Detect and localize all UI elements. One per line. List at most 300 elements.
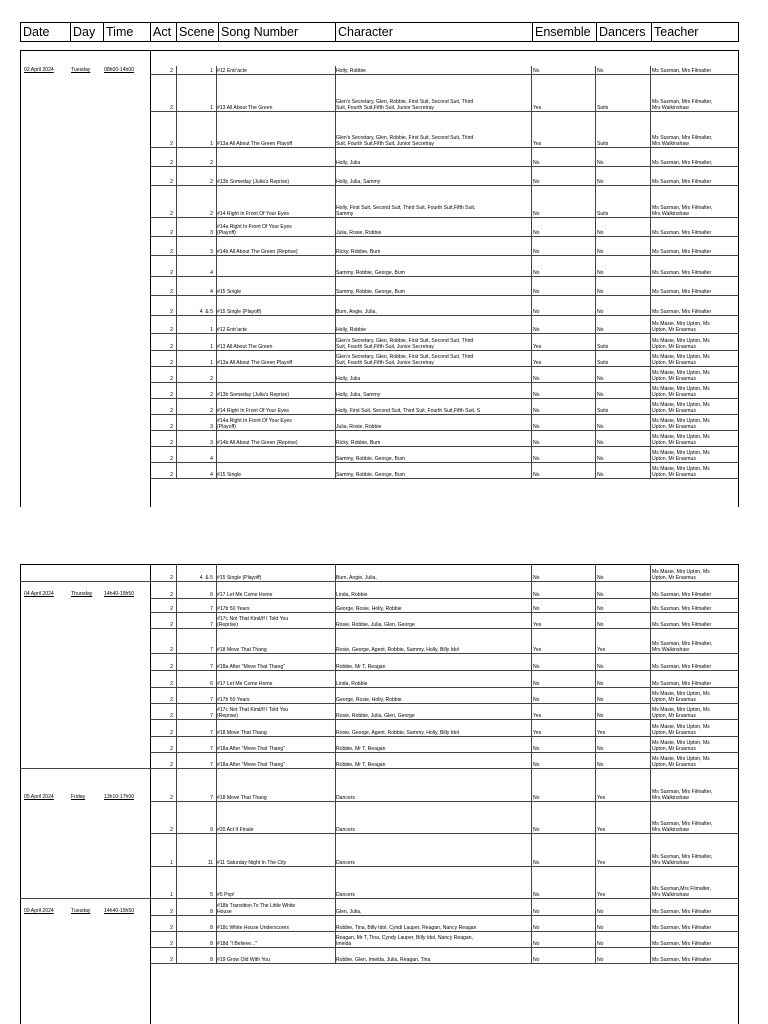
cell-scene: 4 xyxy=(210,270,213,276)
cell-song: #12 Entr'acte xyxy=(217,327,247,333)
cell-act: 2 xyxy=(170,762,173,768)
cell-ensemble: No xyxy=(533,575,540,581)
cell-scene: 7 xyxy=(210,746,213,752)
cell-ensemble: Yes xyxy=(533,647,542,653)
cell-song: #18 Move That Thang xyxy=(217,795,267,801)
cell-ensemble: Yes xyxy=(533,141,542,147)
cell-dancers: Yes xyxy=(597,730,606,736)
cell-act: 2 xyxy=(170,344,173,350)
cell-character: Robbie, Glen, Imelda, Julia, Reagan, Tina xyxy=(336,957,431,963)
session-date: 09 April 2024 xyxy=(24,908,54,914)
table-row xyxy=(20,277,739,296)
cell-song: #20 Act II Finale xyxy=(217,827,254,833)
cell-teacher: Ms Masie, Mrs Upton, Ms Upton, Mr Erasmus xyxy=(652,740,710,752)
cell-scene: 1 xyxy=(210,344,213,350)
cell-scene: 3 xyxy=(210,230,213,236)
cell-teacher: Ms Masie, Mrs Upton, Ms Upton, Mr Erasmus xyxy=(652,402,710,414)
cell-character: Holly, Julia xyxy=(336,376,361,382)
col-scene-header: Scene xyxy=(176,23,218,41)
cell-character: Robbie, Tina, Billy Idol, Cyndi Lauper, Reagan, Nancy Reagan xyxy=(336,925,477,931)
cell-teacher: Ms Susman, Mrs Filmalter xyxy=(652,592,712,598)
cell-teacher: Ms Susman, Mrs Filmalter xyxy=(652,179,712,185)
cell-dancers: No xyxy=(597,327,604,333)
cell-character: Glen's Secretary, Glen, Robbie, First Suit, Second Suit, Third Suit, Fourth Suit,Fifth Suit, Junior Secretray xyxy=(336,338,474,350)
cell-teacher: Ms Susman, Mrs Filmalter, Mrs Walkinshaw xyxy=(652,854,713,866)
col-ensemble-header: Ensemble xyxy=(532,23,596,41)
col-song-header: Song Number xyxy=(218,23,335,41)
cell-act: 2 xyxy=(170,440,173,446)
cell-ensemble: No xyxy=(533,309,540,315)
cell-act: 2 xyxy=(170,664,173,670)
table-row xyxy=(20,351,739,367)
table-row xyxy=(20,916,739,932)
cell-song: #13 All About The Green xyxy=(217,105,273,111)
session-day: Tuesday xyxy=(71,67,91,73)
cell-teacher: Ms Susman, Mrs Filmalter xyxy=(652,309,712,315)
cell-teacher: Ms Masie, Mrs Upton, Ms Upton, Mr Erasmus xyxy=(652,386,710,398)
cell-scene: 6 xyxy=(210,592,213,598)
col-act-header: Act xyxy=(150,23,176,41)
cell-character: Sammy, Robbie, George, Bum xyxy=(336,289,405,295)
cell-scene: 2 xyxy=(210,211,213,217)
table-row xyxy=(20,218,739,237)
session-time: 08h00-14h00 xyxy=(104,67,135,73)
table-row xyxy=(20,75,739,112)
cell-ensemble: No xyxy=(533,408,540,414)
cell-song: #18c White House Underscores xyxy=(217,925,289,931)
cell-ensemble: No xyxy=(533,892,540,898)
cell-character: Rosie, Robbie, Julia, Glen, George xyxy=(336,622,415,628)
cell-character: Rosie, George, Agent, Robbie, Sammy, Holly, Billy Idol xyxy=(336,730,459,736)
table-row xyxy=(20,737,739,753)
session-time: 14h40-15h50 xyxy=(104,908,135,914)
col-dancers-header: Dancers xyxy=(596,23,651,41)
cell-ensemble: No xyxy=(533,606,540,612)
cell-scene: 7 xyxy=(210,647,213,653)
schedule-block-page2 xyxy=(20,564,739,1024)
cell-act: 1 xyxy=(170,860,173,866)
cell-character: Glen's Secretary, Glen, Robbie, First Suit, Second Suit, Third Suit, Fourth Suit,Fifth Suit, Junior Secretray xyxy=(336,354,474,366)
cell-scene: 1 xyxy=(210,68,213,74)
cell-act: 2 xyxy=(170,472,173,478)
cell-song: #18a After "Move That Thang" xyxy=(217,762,285,768)
cell-character: Bum, Angie, Julia, xyxy=(336,575,377,581)
cell-ensemble: No xyxy=(533,392,540,398)
cell-dancers: Yes xyxy=(597,827,606,833)
cell-character: Linda, Robbie xyxy=(336,681,368,687)
table-row xyxy=(20,932,739,948)
cell-song: #17c Not That Kind/If I Told You (Reprise) xyxy=(217,616,289,628)
cell-scene: 2 xyxy=(210,179,213,185)
cell-teacher: Ms Susman, Mrs Filmalter xyxy=(652,606,712,612)
cell-ensemble: No xyxy=(533,179,540,185)
cell-dancers: No xyxy=(597,424,604,430)
cell-dancers: No xyxy=(597,575,604,581)
col-teacher-header: Teacher xyxy=(651,23,740,41)
cell-ensemble: Yes xyxy=(533,730,542,736)
cell-character: Glen's Secretary, Glen, Robbie, First Suit, Second Suit, Third Suit, Fourth Suit,Fifth Suit, Junior Secretray xyxy=(336,99,474,111)
cell-character: Sammy, Robbie, George, Bum xyxy=(336,456,405,462)
session-day: Friday xyxy=(71,794,86,800)
cell-character: Dancers xyxy=(336,860,355,866)
table-row xyxy=(20,629,739,654)
cell-act: 2 xyxy=(170,941,173,947)
cell-act: 2 xyxy=(170,392,173,398)
cell-act: 2 xyxy=(170,795,173,801)
cell-teacher: Ms Susman, Mrs Filmalter xyxy=(652,957,712,963)
cell-dancers: No xyxy=(597,606,604,612)
table-row xyxy=(20,599,739,613)
cell-dancers: No xyxy=(597,746,604,752)
cell-dancers: No xyxy=(597,376,604,382)
cell-character: Dancers xyxy=(336,827,355,833)
cell-scene: 2 xyxy=(210,408,213,414)
cell-act: 2 xyxy=(170,249,173,255)
cell-character: Ricky, Robbie, Bum xyxy=(336,440,381,446)
cell-dancers: No xyxy=(597,909,604,915)
cell-act: 2 xyxy=(170,730,173,736)
cell-dancers: No xyxy=(597,713,604,719)
cell-song: #13 All About The Green xyxy=(217,344,273,350)
cell-teacher: Ms Masie, Mrs Upton, Ms Upton, Mr Erasmus xyxy=(652,707,710,719)
cell-ensemble: No xyxy=(533,376,540,382)
cell-teacher: Ms Masie, Mrs Upton, Ms Upton, Mr Erasmus xyxy=(652,724,710,736)
cell-ensemble: No xyxy=(533,424,540,430)
col-date-header: Date xyxy=(23,25,50,39)
cell-song: #14 Right In Front Of Your Eyes xyxy=(217,408,289,414)
cell-act: 2 xyxy=(170,68,173,74)
cell-character: Bum, Angie, Julia, xyxy=(336,309,377,315)
cell-ensemble: No xyxy=(533,762,540,768)
cell-act: 2 xyxy=(170,606,173,612)
cell-song: #13b Someday (Julia's Reprise) xyxy=(217,179,290,185)
table-row xyxy=(20,671,739,688)
cell-dancers: No xyxy=(597,392,604,398)
cell-teacher: Ms Masie, Mrs Upton, Ms Upton, Mr Erasmus xyxy=(652,354,710,366)
cell-act: 2 xyxy=(170,160,173,166)
cell-dancers: No xyxy=(597,309,604,315)
cell-scene: 2 xyxy=(210,160,213,166)
cell-teacher: Ms Masie, Mrs Upton, Ms Upton, Mr Erasmus xyxy=(652,370,710,382)
table-row xyxy=(20,316,739,334)
cell-scene: 9 xyxy=(210,827,213,833)
cell-dancers: No xyxy=(597,472,604,478)
cell-ensemble: No xyxy=(533,909,540,915)
cell-act: 2 xyxy=(170,746,173,752)
cell-teacher: Ms Susman, Mrs Filmalter xyxy=(652,664,712,670)
table-row xyxy=(20,148,739,167)
cell-dancers: No xyxy=(597,664,604,670)
cell-scene: 3 xyxy=(210,440,213,446)
cell-song: #19 Grow Old With You xyxy=(217,957,270,963)
cell-act: 2 xyxy=(170,105,173,111)
table-row xyxy=(20,334,739,351)
table-row xyxy=(20,802,739,834)
table-row xyxy=(20,834,739,867)
cell-character: George, Rosie, Holly, Robbie xyxy=(336,606,402,612)
col-time-header: Time xyxy=(103,23,150,41)
cell-scene: 4 xyxy=(210,456,213,462)
cell-song: #18b Transition To The Little White House xyxy=(217,903,296,915)
cell-teacher: Ms Susman, Mrs Filmalter, Mrs Walkinshaw xyxy=(652,135,713,147)
cell-act: 2 xyxy=(170,713,173,719)
table-row xyxy=(20,431,739,447)
cell-ensemble: No xyxy=(533,249,540,255)
cell-teacher: Ms Masie, Mrs Upton, Ms Upton, Mr Erasmus xyxy=(652,569,710,581)
cell-teacher: Ms Susman, Mrs Filmalter xyxy=(652,68,712,74)
cell-character: George, Rosie, Holly, Robbie xyxy=(336,697,402,703)
cell-teacher: Ms Susman, Mrs Filmalter, xyxy=(652,160,713,166)
cell-teacher: Ms Masie, Mrs Upton, Ms Upton, Mr Erasmus xyxy=(652,450,710,462)
cell-dancers: No xyxy=(597,681,604,687)
cell-scene: 1 xyxy=(210,105,213,111)
cell-character: Reagan, Mr T, Tina, Cyndy Lauper, Billy Idol, Nancy Reagan, Imelda xyxy=(336,935,473,947)
cell-dancers: No xyxy=(597,925,604,931)
cell-ensemble: No xyxy=(533,664,540,670)
cell-act: 2 xyxy=(170,289,173,295)
cell-scene: 4 xyxy=(210,289,213,295)
table-row xyxy=(20,613,739,629)
cell-song: #15 Single xyxy=(217,472,242,478)
cell-dancers: No xyxy=(597,592,604,598)
cell-teacher: Ms Susman, Mrs Filmalter, Mrs Walkinshaw xyxy=(652,789,713,801)
cell-character: Glen's Secretary, Glen, Robbie, First Suit, Second Suit, Third Suit, Fourth Suit,Fifth Suit, Junior Secretray xyxy=(336,135,474,147)
cell-scene: 7 xyxy=(210,606,213,612)
cell-song: #18a After "Move That Thang" xyxy=(217,664,285,670)
cell-dancers: Yes xyxy=(597,860,606,866)
cell-scene: 1 xyxy=(210,141,213,147)
session-time: 13h10-17h00 xyxy=(104,794,135,800)
cell-dancers: Suits xyxy=(597,408,609,414)
cell-act: 2 xyxy=(170,376,173,382)
table-row xyxy=(20,383,739,399)
cell-act: 2 xyxy=(170,925,173,931)
table-row xyxy=(20,463,739,479)
table-row xyxy=(20,399,739,415)
cell-teacher: Ms Susman, Mrs Filmalter, Mrs Walkinshaw xyxy=(652,205,713,217)
cell-scene: 6 xyxy=(210,681,213,687)
cell-song: #14 Right In Front Of Your Eyes xyxy=(217,211,289,217)
cell-act: 2 xyxy=(170,957,173,963)
cell-ensemble: No xyxy=(533,957,540,963)
cell-scene: 2 xyxy=(210,376,213,382)
cell-ensemble: Yes xyxy=(533,713,542,719)
cell-character: Holly, Robbie xyxy=(336,327,366,333)
cell-ensemble: No xyxy=(533,941,540,947)
table-row xyxy=(20,367,739,383)
cell-character: Rosie, Robbie, Julia, Glen, George xyxy=(336,713,415,719)
cell-dancers: No xyxy=(597,179,604,185)
cell-dancers: No xyxy=(597,160,604,166)
cell-teacher: Ms Masie, Mrs Upton, Ms Upton, Mr Erasmus xyxy=(652,756,710,768)
cell-scene: 2 xyxy=(210,392,213,398)
cell-character: Linda, Robbie xyxy=(336,592,368,598)
cell-dancers: Yes xyxy=(597,795,606,801)
cell-act: 2 xyxy=(170,309,173,315)
cell-scene: 8 xyxy=(210,957,213,963)
cell-song: #17 Let Me Come Home xyxy=(217,592,273,598)
table-row xyxy=(20,753,739,769)
cell-scene: 7 xyxy=(210,713,213,719)
cell-act: 2 xyxy=(170,211,173,217)
cell-scene: 11 xyxy=(207,860,213,866)
cell-dancers: Suits xyxy=(597,211,609,217)
cell-character: Rosie, George, Agent, Robbie, Sammy, Holly, Billy Idol xyxy=(336,647,459,653)
cell-song: #17b 50 Years xyxy=(217,697,250,703)
cell-act: 2 xyxy=(170,909,173,915)
cell-song: #14a Right In Front Of Your Eyes (Playoff) xyxy=(217,418,292,430)
cell-act: 2 xyxy=(170,697,173,703)
cell-dancers: No xyxy=(597,440,604,446)
cell-scene: 1 xyxy=(210,327,213,333)
cell-scene: 8 xyxy=(210,925,213,931)
cell-dancers: No xyxy=(597,697,604,703)
cell-scene: 3 xyxy=(210,424,213,430)
cell-character: Holly, Julia, Sammy xyxy=(336,179,381,185)
cell-teacher: Ms Susman, Mrs Filmalter, Mrs Walkinshaw xyxy=(652,99,713,111)
cell-act: 2 xyxy=(170,230,173,236)
cell-act: 2 xyxy=(170,424,173,430)
col-day-header: Day xyxy=(70,23,103,41)
cell-act: 2 xyxy=(170,575,173,581)
cell-act: 2 xyxy=(170,179,173,185)
cell-ensemble: No xyxy=(533,746,540,752)
cell-teacher: Ms Masie, Mrs Upton, Ms Upton, Mr Erasmus xyxy=(652,321,710,333)
cell-song: #17c Not That Kind/If I Told You (Reprise) xyxy=(217,707,289,719)
cell-song: #14a Right In Front Of Your Eyes (Playoff) xyxy=(217,224,292,236)
cell-character: Holly, First Suit, Second Suit, Third Suit, Fourth Suit,Fifth Suit, Sammy xyxy=(336,205,476,217)
cell-teacher: Ms Susman, Mrs Filmalter xyxy=(652,681,712,687)
cell-ensemble: No xyxy=(533,827,540,833)
cell-song: #15 Single xyxy=(217,289,242,295)
cell-character: Robbie, Mr T, Reagan xyxy=(336,762,386,768)
cell-song: #14b All About The Green (Reprise) xyxy=(217,440,298,446)
cell-dancers: No xyxy=(597,456,604,462)
cell-song: #17 Let Me Come Home xyxy=(217,681,273,687)
table-row xyxy=(20,447,739,463)
cell-teacher: Ms Susman,Mrs Filmalter, Mrs Walkinshaw xyxy=(652,886,711,898)
cell-song: #15 Single (Playoff) xyxy=(217,309,262,315)
cell-act: 2 xyxy=(170,592,173,598)
cell-dancers: No xyxy=(597,270,604,276)
cell-scene: 8 xyxy=(210,941,213,947)
cell-act: 2 xyxy=(170,408,173,414)
cell-teacher: Ms Susman, Mrs Filmalter xyxy=(652,622,712,628)
cell-dancers: No xyxy=(597,622,604,628)
cell-scene: 7 xyxy=(210,622,213,628)
cell-scene: 7 xyxy=(210,762,213,768)
cell-teacher: Ms Masie, Mrs Upton, Ms Upton, Mr Erasmus xyxy=(652,338,710,350)
cell-scene: 5 xyxy=(210,892,213,898)
table-row xyxy=(20,415,739,431)
cell-dancers: Yes xyxy=(597,647,606,653)
table-row xyxy=(20,167,739,186)
session-day: Thursday xyxy=(71,591,93,597)
cell-act: 2 xyxy=(170,622,173,628)
cell-song: #18a After "Move That Thang" xyxy=(217,746,285,752)
cell-scene: 7 xyxy=(210,664,213,670)
session-day: Tuesday xyxy=(71,908,91,914)
cell-scene: 8 xyxy=(210,909,213,915)
table-row xyxy=(20,654,739,671)
cell-act: 2 xyxy=(170,360,173,366)
cell-teacher: Ms Susman, Mrs Filmalter, Mrs Walkinshaw xyxy=(652,821,713,833)
cell-act: 2 xyxy=(170,327,173,333)
table-row xyxy=(20,867,739,899)
cell-act: 2 xyxy=(170,141,173,147)
cell-ensemble: Yes xyxy=(533,105,542,111)
cell-teacher: Ms Susman, Mrs Filmalter xyxy=(652,230,712,236)
table-row xyxy=(20,186,739,218)
cell-song: #15 Single (Playoff) xyxy=(217,575,262,581)
cell-ensemble: Yes xyxy=(533,344,542,350)
cell-ensemble: No xyxy=(533,327,540,333)
cell-song: #14b All About The Green (Reprise) xyxy=(217,249,298,255)
cell-ensemble: No xyxy=(533,270,540,276)
cell-scene: 7 xyxy=(210,697,213,703)
cell-ensemble: No xyxy=(533,681,540,687)
table-row xyxy=(20,688,739,704)
cell-song: #5 Pop! xyxy=(217,892,235,898)
cell-dancers: No xyxy=(597,68,604,74)
cell-ensemble: No xyxy=(533,925,540,931)
cell-scene: 4 & 5 xyxy=(199,575,213,581)
session-date: 05 April 2024 xyxy=(24,794,54,800)
cell-ensemble: Yes xyxy=(533,622,542,628)
cell-song: #18d "I Believe..." xyxy=(217,941,258,947)
cell-teacher: Ms Susman, Mrs Filmalter, Mrs Walkinshaw xyxy=(652,641,713,653)
table-row xyxy=(20,296,739,316)
cell-character: Julia, Rosie, Robbie xyxy=(336,230,382,236)
cell-ensemble: No xyxy=(533,456,540,462)
cell-ensemble: Yes xyxy=(533,360,542,366)
cell-character: Holly, Julia, Sammy xyxy=(336,392,381,398)
cell-act: 2 xyxy=(170,456,173,462)
cell-character: Sammy, Robbie, George, Bum xyxy=(336,472,405,478)
cell-act: 2 xyxy=(170,827,173,833)
cell-teacher: Ms Susman, Mrs Filmalter xyxy=(652,925,712,931)
cell-song: #13b Someday (Julia's Reprise) xyxy=(217,392,290,398)
cell-song: #18 Move That Thang xyxy=(217,730,267,736)
cell-dancers: Suits xyxy=(597,105,609,111)
cell-ensemble: No xyxy=(533,211,540,217)
cell-teacher: Ms Masie, Mrs Upton, Ms Upton, Mr Erasmus xyxy=(652,418,710,430)
cell-dancers: No xyxy=(597,230,604,236)
cell-character: Julia, Rosie, Robbie xyxy=(336,424,382,430)
cell-song: #13a All About The Green Playoff xyxy=(217,360,293,366)
cell-teacher: Ms Susman, Mrs Filmalter xyxy=(652,941,712,947)
cell-ensemble: No xyxy=(533,592,540,598)
cell-song: #12 Entr'acte xyxy=(217,68,247,74)
table-row xyxy=(20,720,739,737)
cell-song: #18 Move That Thang xyxy=(217,647,267,653)
cell-teacher: Ms Masie, Mrs Upton, Ms Upton, Mr Erasmus xyxy=(652,466,710,478)
cell-scene: 3 xyxy=(210,249,213,255)
cell-dancers: Suits xyxy=(597,344,609,350)
cell-teacher: Ms Susman, Mrs Filmalter xyxy=(652,289,712,295)
table-row xyxy=(20,256,739,277)
cell-character: Dancers xyxy=(336,795,355,801)
cell-character: Holly, Robbie xyxy=(336,68,366,74)
cell-character: Robbie, Mr T, Reagan xyxy=(336,746,386,752)
cell-dancers: No xyxy=(597,941,604,947)
cell-dancers: Suits xyxy=(597,360,609,366)
cell-ensemble: No xyxy=(533,160,540,166)
cell-song: #13a All About The Green Playoff xyxy=(217,141,293,147)
cell-scene: 4 xyxy=(210,472,213,478)
table-row xyxy=(20,564,739,582)
cell-dancers: Yes xyxy=(597,892,606,898)
